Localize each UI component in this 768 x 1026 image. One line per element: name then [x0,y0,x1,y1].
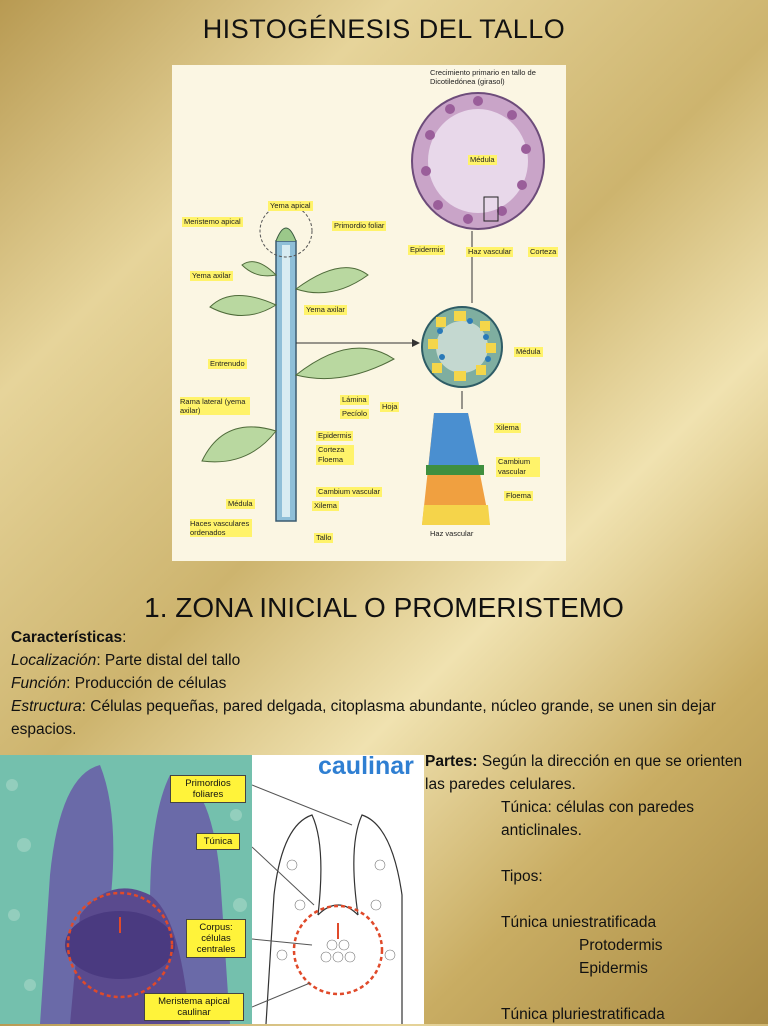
label-primordios-foliares: Primordios foliares [170,775,246,803]
label-tunica: Túnica [196,833,240,850]
label-tallo: Tallo [316,533,332,542]
label-medula: Médula [470,155,495,164]
label-entrenudo: Entrenudo [210,359,245,368]
label-crecimiento: Crecimiento primario en tallo de Dicotiledónea (girasol) [430,68,536,86]
partes-text [425,750,765,1026]
label-cambium-vascular-2: Cambium vascular [496,457,540,477]
label-epidermis-2: Epidermis [318,431,352,440]
characteristics-text [11,626,751,741]
epidermis: Epidermis [579,960,648,977]
label-medula-mid: Médula [516,347,541,356]
line-drawing [252,755,424,1024]
label-yema-axilar: Yema axilar [192,271,231,280]
caulinar-heading: caulinar [318,752,414,780]
label-epidermis: Epidermis [410,245,444,254]
localizacion-label: Localización [11,652,97,669]
tunica-pluri: Túnica pluriestratificada [501,1006,665,1023]
funcion-value: : Producción de células [66,675,227,692]
tunica-desc: Túnica: células con paredes anticlinales. [501,799,695,839]
label-lamina: Lámina [342,395,367,404]
label-corpus: Corpus: células centrales [186,919,246,958]
label-corteza: Corteza [530,247,557,256]
meristem-line-drawing [252,755,424,1024]
label-medula-low: Médula [228,499,253,508]
tipos-label: Tipos: [501,868,543,885]
label-corteza-floema: Corteza Floema [316,445,354,465]
funcion-label: Función [11,675,67,692]
localizacion-value: : Parte distal del tallo [96,652,241,669]
label-haces: Haces vasculares ordenados [190,519,252,537]
stem-growth-figure [172,65,566,561]
label-cambium-vascular: Cambium vascular [318,487,381,496]
meristem-micrograph [0,755,252,1024]
label-primordio-foliar: Primordio foliar [334,221,385,230]
label-meristema-apical: Meristema apical caulinar [144,993,244,1021]
caracteristicas-heading: Características [11,629,123,646]
partes-intro: Según la dirección en que se orienten las paredes celulares. [425,753,743,793]
estructura-value: : Células pequeñas, pared delgada, citoplasma abundante, núcleo grande, se unen sin dejar espacios. [11,698,716,738]
label-yema-axilar-2: Yema axilar [306,305,345,314]
label-xilema: Xilema [496,423,519,432]
label-floema: Floema [506,491,532,500]
protodermis: Protodermis [579,937,663,954]
partes-label: Partes: [425,753,478,770]
section-title: 1. ZONA INICIAL O PROMERISTEMO [144,592,624,623]
label-rama-lateral: Rama lateral (yema axilar) [180,397,250,415]
caracteristicas-colon: : [122,629,127,646]
label-xilema-2: Xilema [314,501,337,510]
label-yema-apical: Yema apical [270,201,311,210]
label-haz-vascular: Haz vascular [468,247,512,256]
label-haz-vascular-2: Haz vascular [430,529,474,538]
label-meristemo-apical: Meristemo apical [184,217,241,226]
label-hoja: Hoja [382,402,398,411]
label-peciolo: Pecíolo [342,409,368,418]
estructura-label: Estructura [11,698,82,715]
page-title: HISTOGÉNESIS DEL TALLO [202,14,566,44]
tunica-uni: Túnica uniestratificada [501,914,657,931]
